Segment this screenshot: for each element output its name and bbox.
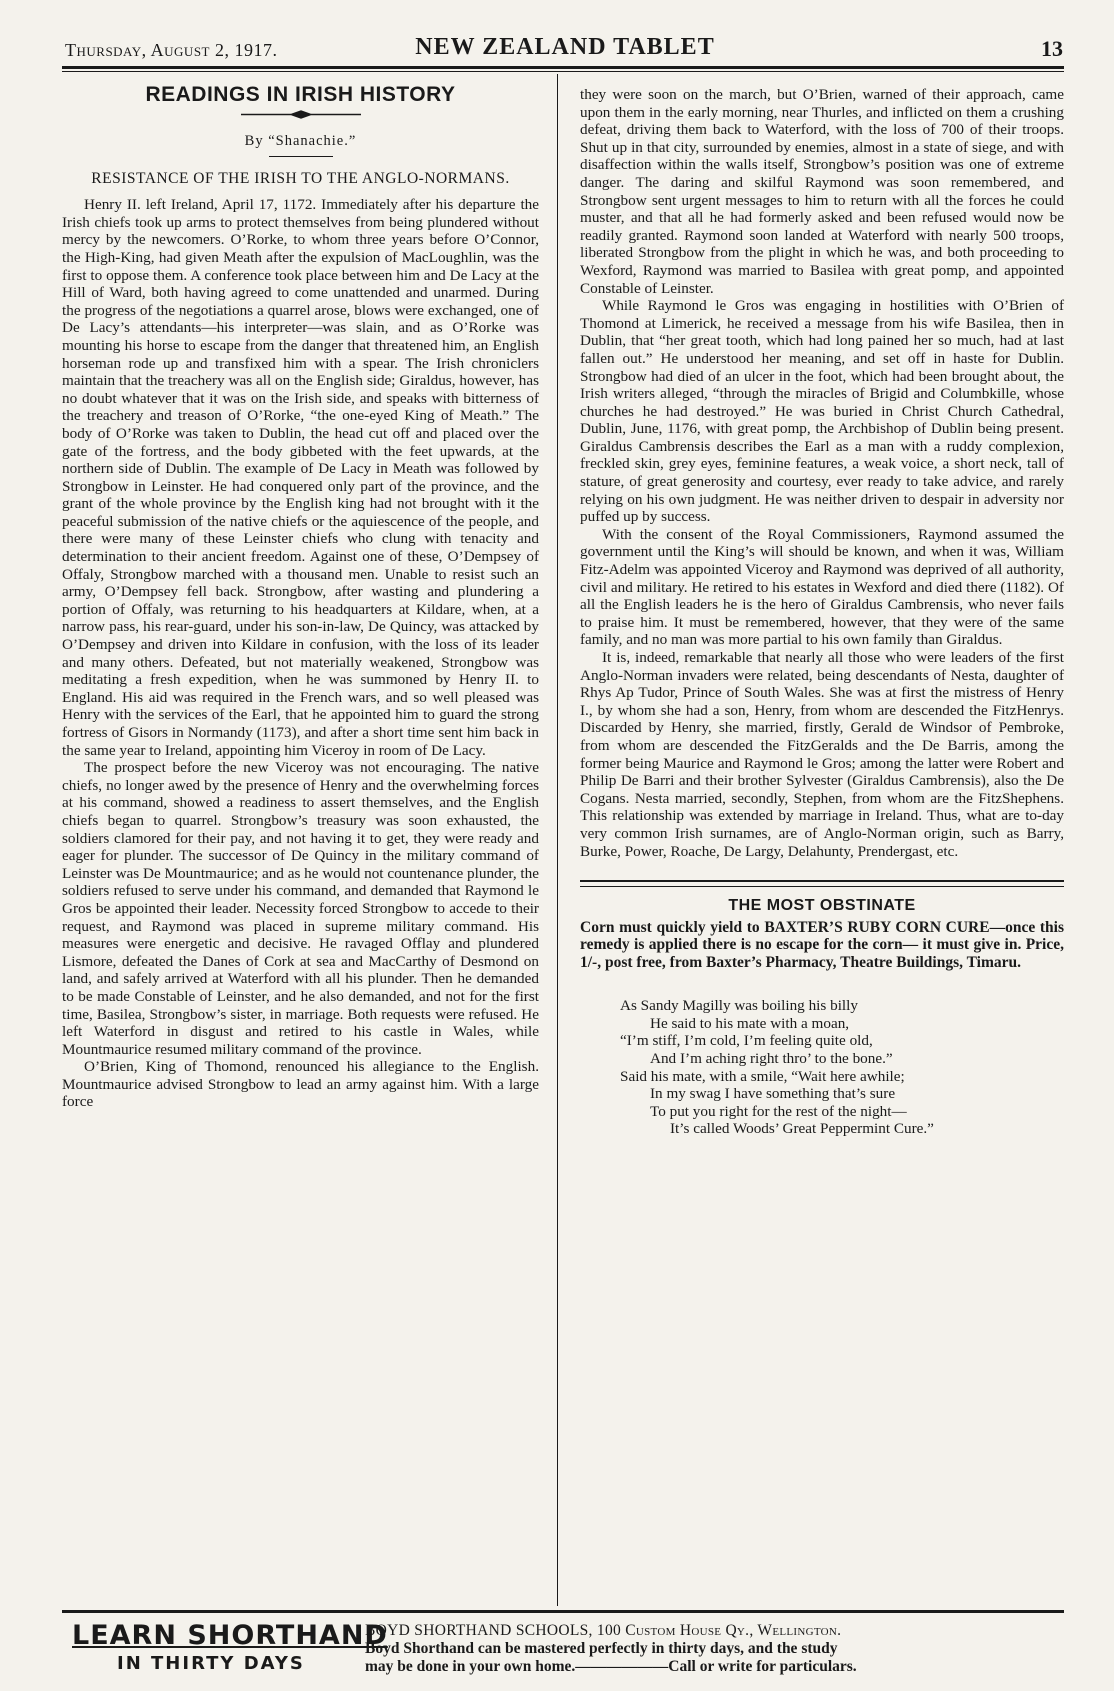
shorthand-call-to-action: may be done in your own home.——————Call or write for particulars. (365, 1658, 857, 1675)
article-paragraph: Henry II. left Ireland, April 17, 1172. Immediately after his departure the Irish chiefs took up arms to protect themselves from being plundered without mercy by the newcomers. O’Rorke, to whom three years before O’Connor, the High-King, had given Meath after the expulsion of MacLoughlin, was the first to oppose them. A conference took place between him and De Lacy at the Hill of Ward, both having agreed to come unattended and unarmed. During the progress of the negotiations a quarrel arose, blows were exchanged, one of De Lacy’s attendants—his interpreter—was slain, and as O’Rorke was mounting his horse to escape from the danger that threatened him, an English horseman rode up and transfixed him with a spear. The Irish chroniclers maintain that the treachery was all on the English side; Giraldus, however, has no doubt whatever that it was on the Irish side, and speaks with bitterness of the treachery and treason of O’Rorke, “the one-eyed King of Meath.” The body of O’Rorke was taken to Dublin, the head cut off and placed over the gate of the fortress, and the body gibbeted with the feet upwards, at the northern side of Dublin. The example of De Lacy in Meath was followed by Strongbow in Leinster. He had conquered only part of the province, and the grant of the whole province by the English king had not brought with it the peaceful submission of the native chiefs or the aquiescence of the people, and there were many of these Leinster chiefs who clung with tenacity and determination to their ancient freedom. Against one of these, O’Dempsey of Offaly, Strongbow marched with a thousand men. Unable to resist such an army, O’Dempsey fell back. Strongbow, after wasting and plundering a portion of Offaly, was returning to his headquarters at Kildare, when, at a narrow pass, his rear-guard, under his son-in-law, De Quincy, was attacked by O’Dempsey and driven into Kildare in confusion, with the loss of its leader and many others. Defeated, but not materially weakened, Strongbow was meditating a fresh expedition, when he was summoned by Henry II. to England. His aid was required in the French wars, and so well pleased was Henry with the services of the Earl, that he appointed him to guard the strong fortress of Gisors in Normandy (1173), and after a short time sent him back in the same year to Ireland, appointing him Viceroy in room of De Lacy. (62, 196, 539, 759)
school-address: BOYD SHORTHAND SCHOOLS, 100 Custom House Qy., Wellington. (365, 1622, 842, 1639)
masthead-rule (62, 66, 1064, 69)
advert-rule (580, 880, 1064, 882)
publication-title: NEW ZEALAND TABLET (415, 34, 715, 60)
poem-line: He said to his mate with a moan, (650, 1014, 850, 1032)
shorthand-headline: LEARN SHORTHAND (72, 1620, 388, 1651)
article-title: READINGS IN IRISH HISTORY (145, 83, 456, 106)
article-paragraph: O’Brien, King of Thomond, renounced his allegiance to the English. Mountmaurice advised Strongbow to lead an army against him. With a large force (62, 1058, 539, 1111)
column-divider (557, 74, 558, 1606)
advert-rule-thin (580, 886, 1064, 887)
advert-title: THE MOST OBSTINATE (728, 897, 916, 915)
title-ornament (241, 110, 361, 119)
issue-date: Thursday, August 2, 1917. (65, 40, 278, 60)
article-paragraph: While Raymond le Gros was engaging in hostilities with O’Brien of Thomond at Limerick, he received a message from his wife Basilea, then in Dublin, that “her great tooth, which had long pained her so much, had at last fallen out.” He understood her meaning, and set off in haste for Dublin. Strongbow had died of an ulcer in the foot, which had been brought about, the Irish writers alleged, “through the miracles of Brigid and Columbkille, whose churches he had destroyed.” He was buried in Christ Church Cathedral, Dublin, June, 1176, with great pomp, the Archbishop of Dublin being present. Giraldus Cambrensis describes the Earl as a man with a ruddy complexion, freckled skin, grey eyes, feminine features, a weak voice, a short neck, tall of stature, of great generosity and courtesy, ever ready to take advice, and rarely relying on his own judgment. He was neither driven to despair in adversity nor puffed up by success. (580, 297, 1064, 526)
article-paragraph: With the consent of the Royal Commissioners, Raymond assumed the government until the King’s will should be known, and when it was, William Fitz-Adelm was appointed Viceroy and Raymond was deprived of all authority, civil and military. He retired to his estates in Wexford and died there (1182). Of all the English leaders he is the hero of Giraldus Cambrensis, who never fails to praise him. It must be remembered, however, that they were of the same family, and no man was more partial to his own family than Giraldus. (580, 525, 1064, 649)
footer-rule (62, 1610, 1064, 1613)
masthead (65, 34, 1063, 64)
poem-line: “I’m stiff, I’m cold, I’m feeling quite old, (620, 1032, 873, 1050)
corn-cure-advert (580, 880, 1064, 1138)
masthead-rule-thin (62, 71, 1064, 72)
advert-poem (620, 997, 1064, 1138)
article-left-column (62, 78, 539, 1111)
page-number: 13 (1041, 36, 1063, 61)
article-paragraph: they were soon on the march, but O’Brien, warned of their approach, came upon them in the early morning, near Thurles, and inflicted on them a crushing defeat, driving them back to Waterford, with the loss of 700 of their troops. Shut up in that city, surrounded by enemies, almost in a state of siege, and with disaffection within the walls itself, Strongbow’s position was one of extreme danger. The daring and skilful Raymond was soon remembered, and Strongbow sent urgent messages to him to return with all the forces he could muster, and that all he had formerly asked and been refused would now be readily granted. Raymond soon landed at Waterford with nearly 500 troops, liberated Strongbow from the plight in which he was, and both proceeding to Wexford, Raymond was married to Basilea with great pomp, and appointed Constable of Leinster. (580, 86, 1064, 297)
shorthand-claim: Boyd Shorthand can be mastered perfectly in thirty days, and the study (365, 1640, 838, 1657)
poem-line: To put you right for the rest of the night— (650, 1102, 907, 1120)
article-byline: By “Shanachie.” (244, 132, 357, 149)
article-paragraph: The prospect before the new Viceroy was not encouraging. The native chiefs, no longer awed by the presence of Henry and the overwhelming forces at his command, showed a readiness to assert themselves, and the English chiefs began to quarrel. Strongbow’s treasury was soon exhausted, the soldiers clamored for their pay, and not having it to get, they were ready and eager for plunder. The successor of De Quincy in the military command of Leinster was De Mountmaurice; and as he would not countenance plunder, the soldiers refused to serve under his command, and demanded that Raymond le Gros be appointed their leader. Necessity forced Strongbow to accede to their request, and Raymond was placed in supreme military command. His measures were energetic and decisive. He ravaged Offlay and plundered Lismore, defeated the Danes of Cork at sea and MacCarthy of Desmond on land, and safely arrived at Waterford with all his plunder. Then he demanded to be made Constable of Leinster, and he also demanded, and not for the first time, Basilea, Strongbow’s sister, in marriage. Both requests were refused. He left Waterford in disgust and retired to his castle in Wales, while Mountmaurice resumed military command of the province. (62, 759, 539, 1058)
shorthand-advert (62, 1620, 1064, 1680)
article-right-column (580, 86, 1064, 1138)
byline-rule (269, 156, 333, 157)
advert-text: Corn must quickly yield to BAXTER’S RUBY CORN CURE—once this remedy is applied there is no escape for the corn— it must give in. Price, 1/-, post free, from Baxter’s Pharmacy, Theatre Buildings, Timaru. (580, 918, 1064, 971)
poem-line: Said his mate, with a smile, “Wait here awhile; (620, 1067, 905, 1085)
section-heading: RESISTANCE OF THE IRISH TO THE ANGLO-NORMANS. (91, 170, 510, 188)
poem-line: It’s called Woods’ Great Peppermint Cure.” (670, 1120, 934, 1138)
poem-line: And I’m aching right thro’ to the bone.” (650, 1050, 893, 1067)
article-paragraph: It is, indeed, remarkable that nearly all those who were leaders of the first Anglo-Norman invaders were related, being descendants of Nesta, daughter of Rhys Ap Tudor, Prince of South Wales. She was at first the mistress of Henry I., by whom she had a son, Henry, from whom are descended the FitzHenrys. Discarded by Henry, she married, firstly, Gerald de Windsor of Pembroke, from whom are descended the FitzGeralds and the De Barris, among the former being Maurice and Raymond le Gros; among the latter were Robert and Philip De Barri and their brother Sylvester (Giraldus Cambrensis), also the De Cogans. Nesta married, secondly, Stephen, from whom are the FitzShephens. This relationship was extended by marriage in Ireland. Thus, what are to-day very common Irish surnames, are of Anglo-Norman origin, such as Barry, Burke, Power, Roache, De Largy, Delahunty, Prendergast, etc. (580, 649, 1064, 860)
shorthand-details (365, 1622, 1065, 1676)
shorthand-subheadline: IN THIRTY DAYS (117, 1653, 305, 1674)
poem-line: As Sandy Magilly was boiling his billy (620, 997, 858, 1015)
poem-line: In my swag I have something that’s sure (650, 1085, 896, 1103)
